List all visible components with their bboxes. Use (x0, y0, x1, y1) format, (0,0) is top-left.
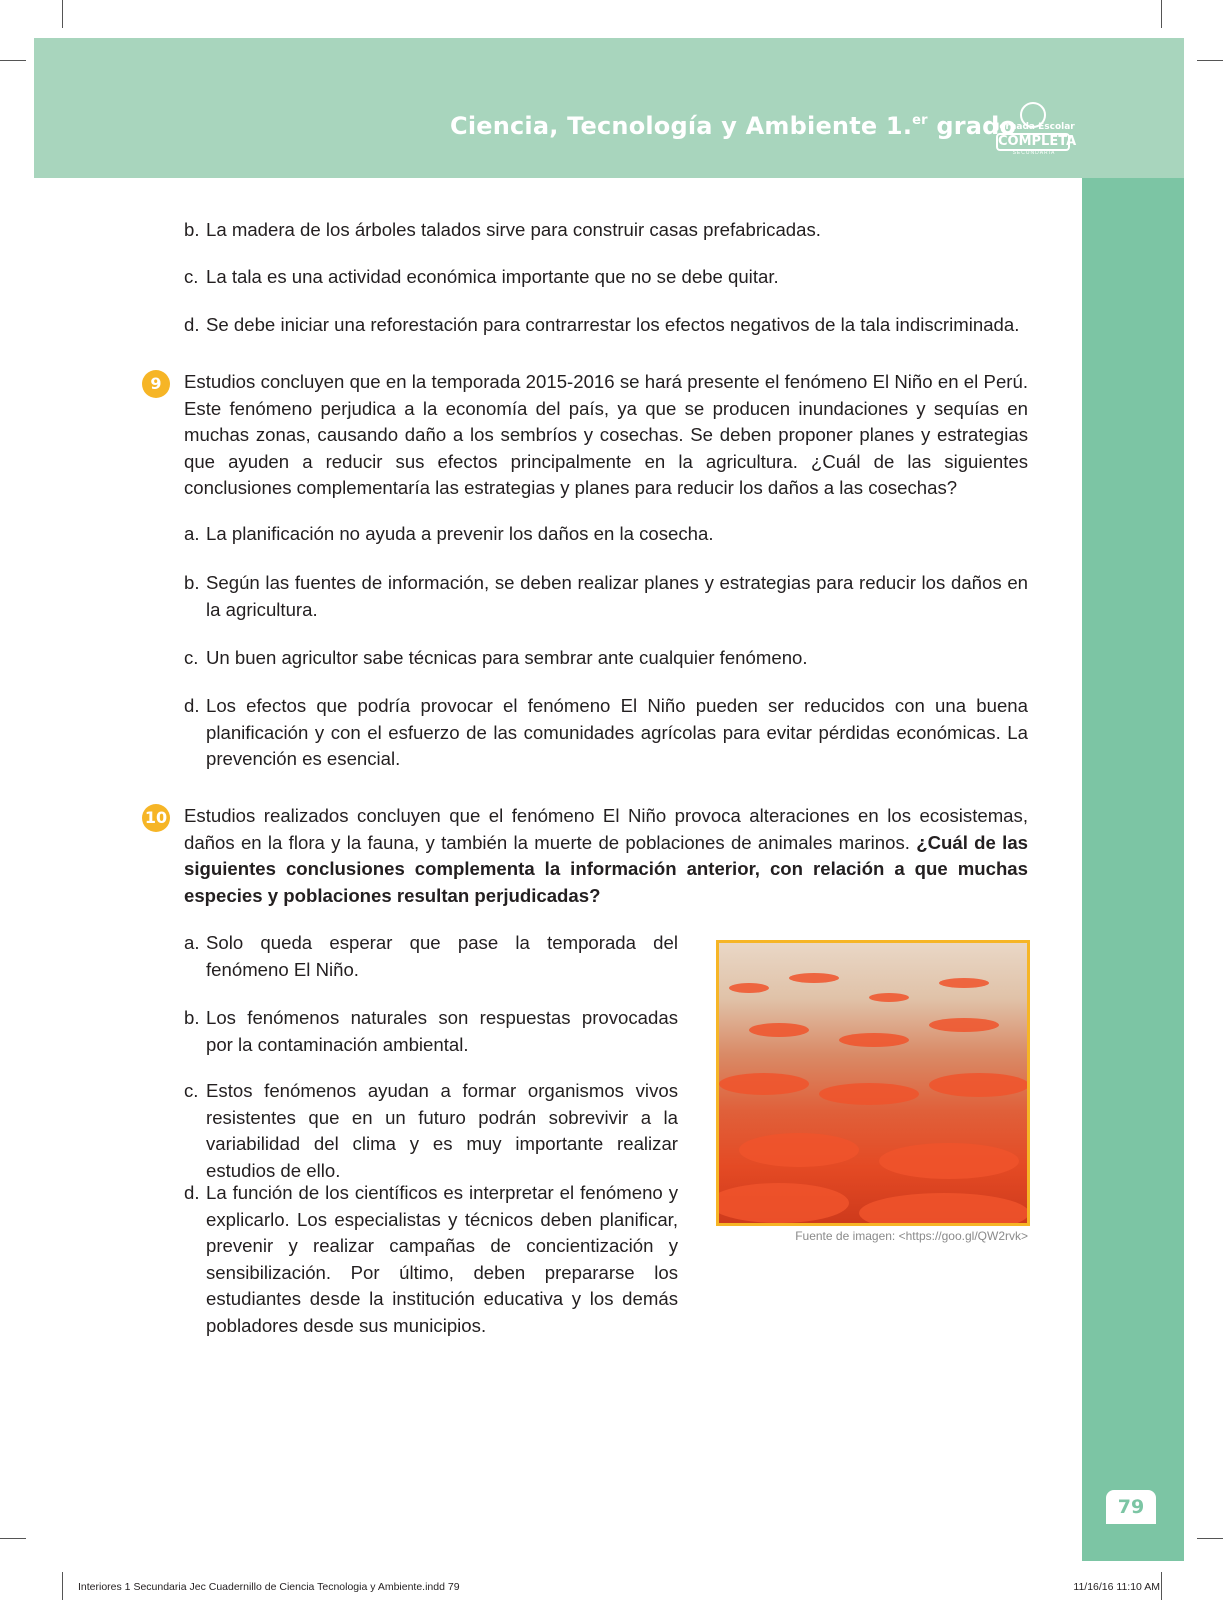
question-number-badge: 10 (142, 804, 170, 832)
q8-option-b: b. La madera de los árboles talados sirve para construir casas prefabricadas. (184, 219, 821, 240)
crop-mark (0, 60, 26, 61)
q9-statement: Estudios concluyen que en la temporada 2015-2016 se hará presente el fenómeno El Niño en el Perú. Este fenómeno perjudica a la economía del país, ya que se producen inundaciones y sequías en muchas zonas, causando daño a los sembríos y cosechas. Se deben proponer planes y estrategias que ayuden a reducir sus efectos principalmente en la agricultura. ¿Cuál de las siguientes conclusiones complementaría las estrategias y planes para reducir los daños a las cosechas? (184, 371, 1028, 499)
q9-option-a: a. La planificación no ayuda a prevenir los daños en la cosecha. (184, 523, 714, 544)
logo-line1: Jornada Escolar (996, 122, 1075, 132)
footer-file: Interiores 1 Secundaria Jec Cuadernillo de Ciencia Tecnologia y Ambiente.indd 79 (78, 1581, 460, 1593)
q10-option-c: c. Estos fenómenos ayudan a formar organismos vivos resistentes que en un futuro podrán sobrevivir a la variabilidad del clima y es muy importante realizar estudios de ello. (184, 1080, 678, 1181)
footer-datetime: 11/16/16 11:10 AM (1073, 1581, 1160, 1593)
q9-option-c: c. Un buen agricultor sabe técnicas para sembrar ante cualquier fenómeno. (184, 647, 808, 668)
crop-mark (62, 0, 63, 28)
image-caption: Fuente de imagen: <https://goo.gl/QW2rvk> (795, 1229, 1028, 1243)
page-number: 79 (1106, 1490, 1156, 1524)
red-crabs-photo (716, 940, 1030, 1226)
q9-option-d: d. Los efectos que podría provocar el fenómeno El Niño pueden ser reducidos con una buena planificación y con el esfuerzo de las comunidades agrícolas para evitar pérdidas económicas. La prevención es esencial. (184, 695, 1028, 770)
q8-option-d: d. Se debe iniciar una reforestación para contrarrestar los efectos negativos de la tala indiscriminada. (184, 314, 1020, 335)
crop-mark (1161, 0, 1162, 28)
q10-option-d: d. La función de los científicos es interpretar el fenómeno y explicarlo. Los especialistas y técnicos deben planificar, prevenir y realizar campañas de concientización y sensibilización. Por último, deben prepararse los estudiantes desde la institución educativa y los demás pobladores desde sus municipios. (184, 1182, 678, 1336)
q10-option-b: b. Los fenómenos naturales son respuestas provocadas por la contaminación ambiental. (184, 1007, 678, 1055)
crop-mark (1161, 1572, 1162, 1600)
crop-mark (1197, 1538, 1223, 1539)
side-band (1082, 178, 1184, 1561)
crop-mark (0, 1538, 26, 1539)
page-title: Ciencia, Tecnología y Ambiente 1.$^{er}$ grado (450, 112, 1017, 140)
crop-mark (1197, 60, 1223, 61)
jornada-escolar-logo (994, 100, 1077, 158)
q10-option-a: a. Solo queda esperar que pase la temporada del fenómeno El Niño. (184, 932, 678, 980)
logo-line2: COMPLETA (998, 134, 1077, 149)
question-number-badge: 9 (142, 370, 170, 398)
q10-statement: Estudios realizados concluyen que el fenómeno El Niño provoca alteraciones en los ecosistemas, daños en la flora y la fauna, y también la muerte de poblaciones de animales marinos. ¿Cuál de las siguientes conclusiones complementa la información anterior, con relación a que muchas especies y poblaciones resultan perjudicadas? (184, 805, 1028, 906)
crop-mark (62, 1572, 63, 1600)
q8-option-c: c. La tala es una actividad económica importante que no se debe quitar. (184, 266, 779, 287)
q9-option-b: b. Según las fuentes de información, se deben realizar planes y estrategias para reducir los daños en la agricultura. (184, 572, 1028, 620)
logo-line3: SECUNDARIA (1012, 150, 1056, 156)
